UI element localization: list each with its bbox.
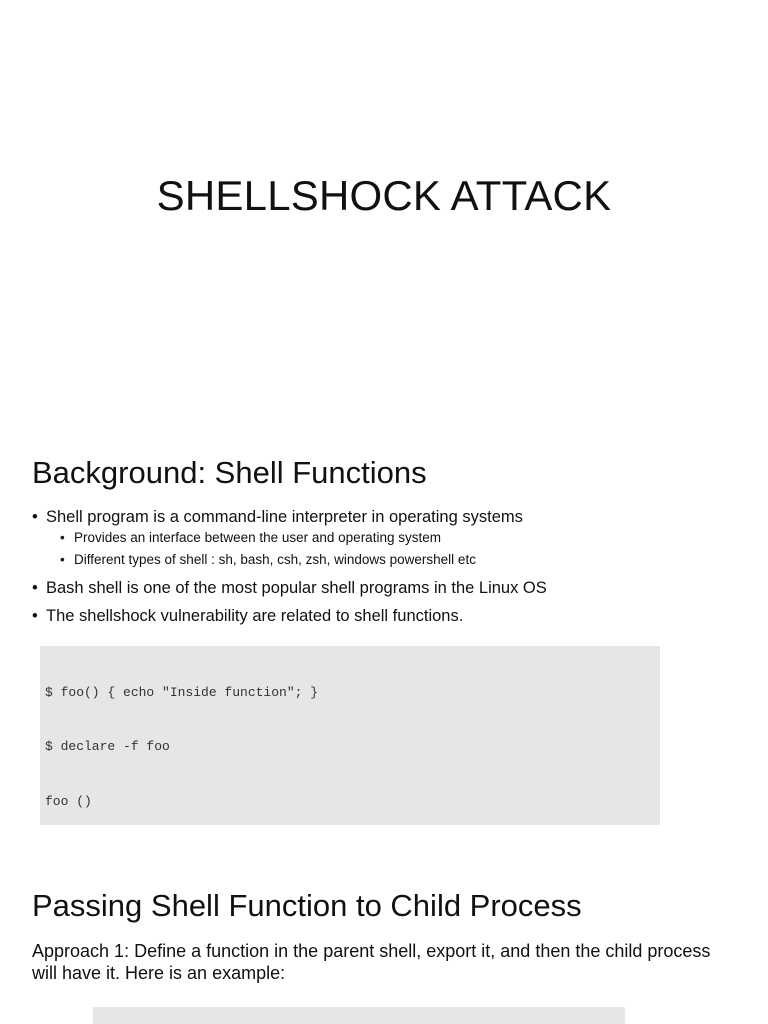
approach-paragraph: Approach 1: Define a function in the parent shell, export it, and then the child process will have it. Here is an example: bbox=[32, 941, 711, 983]
sub-bullet-item: • Different types of shell : sh, bash, csh, zsh, windows powershell etc bbox=[32, 551, 547, 578]
code-line: $ foo() { echo "Inside function"; } bbox=[45, 685, 319, 701]
title-slide bbox=[0, 0, 768, 432]
bullet-item: • Shell program is a command-line interpreter in operating systems bbox=[32, 507, 547, 529]
background-bullet-list bbox=[32, 507, 547, 628]
bullet-item: • The shellshock vulnerability are related to shell functions. bbox=[32, 606, 547, 628]
sub-bullet-item: • Provides an interface between the user and operating system bbox=[32, 529, 547, 551]
export-function-code-block bbox=[93, 1007, 625, 1024]
shell-function-code-block bbox=[40, 646, 660, 825]
bullet-item: • Bash shell is one of the most popular shell programs in the Linux OS bbox=[32, 578, 547, 606]
background-heading: Background: Shell Functions bbox=[32, 455, 427, 490]
code-line: foo () bbox=[45, 793, 92, 809]
passing-function-heading: Passing Shell Function to Child Process bbox=[32, 888, 582, 923]
code-line: $ declare -f foo bbox=[45, 739, 170, 755]
main-title: SHELLSHOCK ATTACK bbox=[156, 172, 612, 219]
